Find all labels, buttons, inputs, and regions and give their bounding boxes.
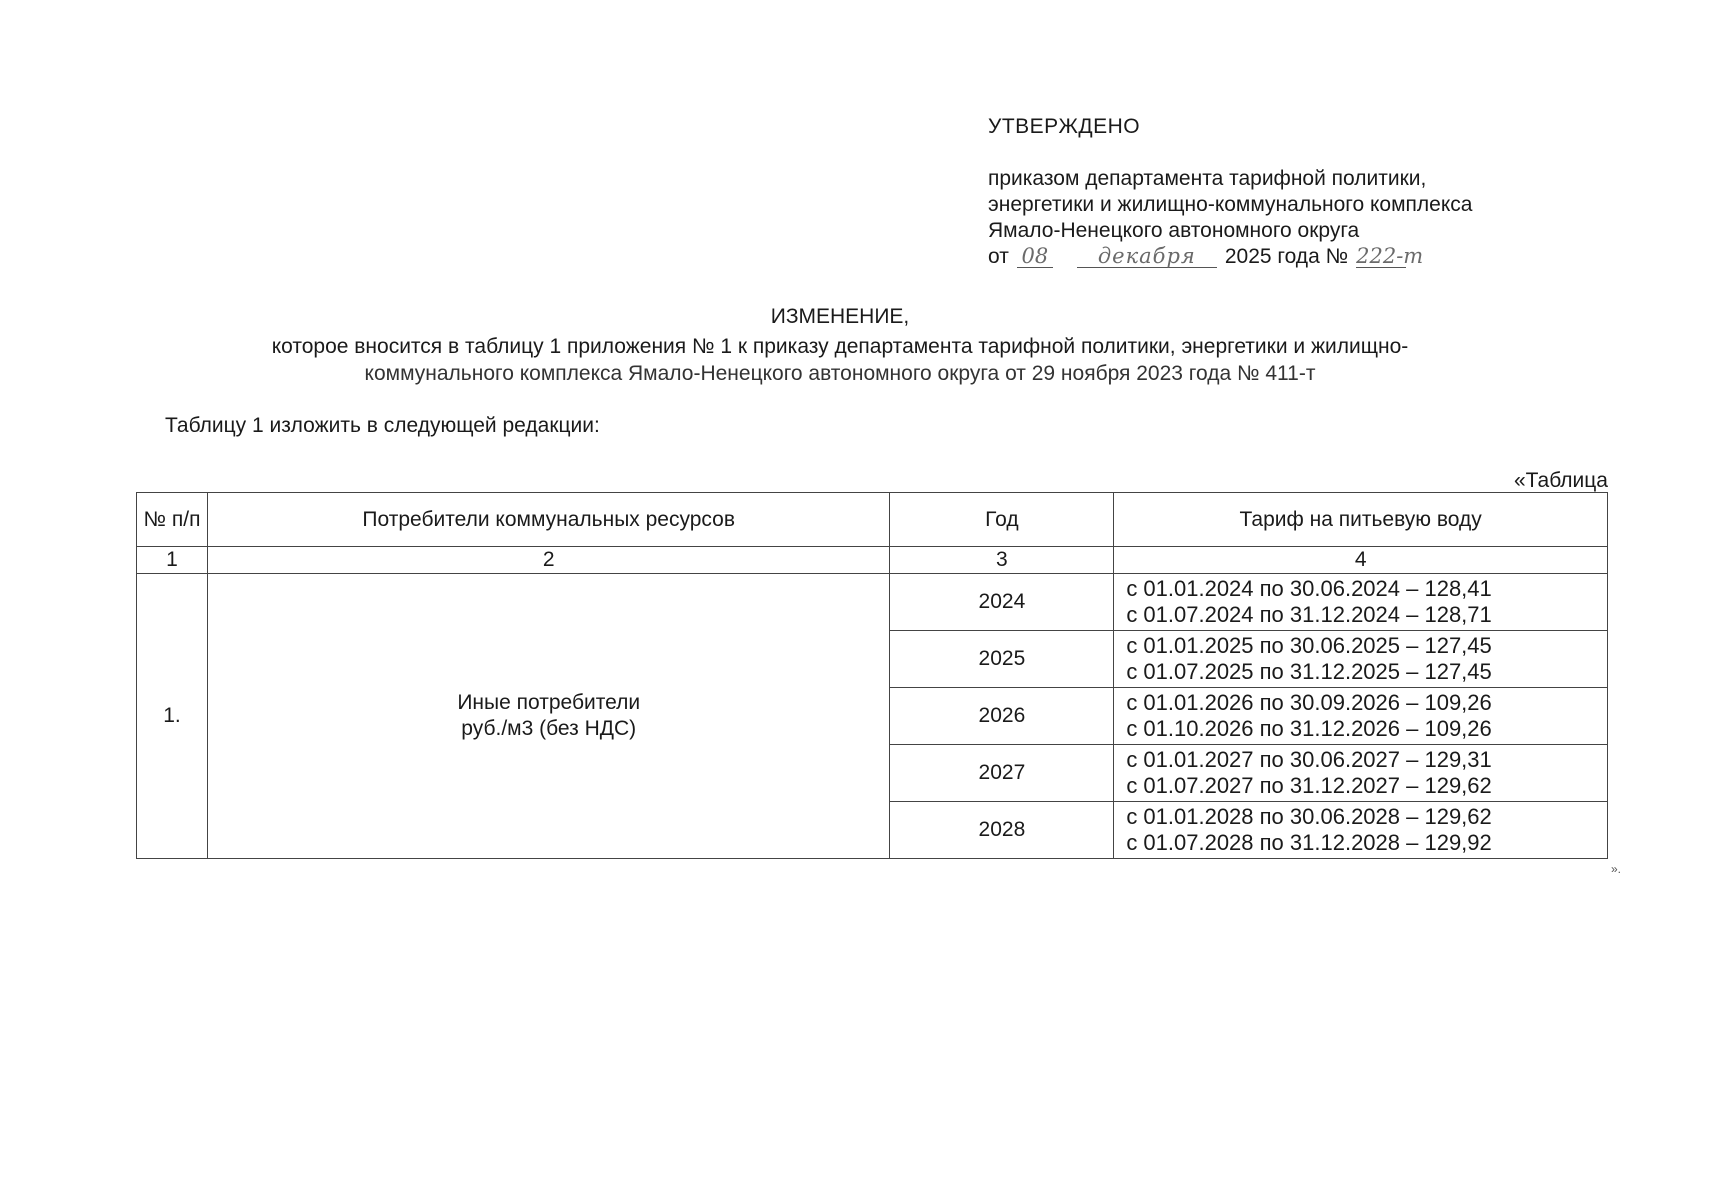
year-cell: 2027 [890, 745, 1114, 802]
tariff-cell [1114, 745, 1608, 802]
table-index-row [137, 547, 1608, 574]
index-cell: 3 [890, 547, 1114, 574]
date-prefix: от [988, 245, 1009, 268]
handwritten-day: 08 [1017, 245, 1053, 268]
handwritten-order-number: 222-т [1356, 244, 1424, 268]
consumer-cell [207, 574, 890, 859]
approval-line: приказом департамента тарифной политики, [988, 167, 1427, 190]
approval-stamp: УТВЕРЖДЕНО [988, 115, 1141, 138]
approval-block [988, 114, 1472, 270]
tariff-period: с 01.01.2028 по 30.06.2028 – 129,62 [1126, 804, 1492, 829]
table-row [137, 574, 1608, 631]
header-number: № п/п [137, 493, 208, 547]
tariff-period: с 01.07.2025 по 31.12.2025 – 127,45 [1126, 659, 1492, 684]
tariff-period: с 01.07.2028 по 31.12.2028 – 129,92 [1126, 830, 1492, 855]
table-caption: «Таблица [1513, 469, 1608, 492]
consumer-name: Иные потребители [457, 691, 641, 714]
tariff-period: с 01.07.2027 по 31.12.2027 – 129,62 [1126, 773, 1492, 798]
tariff-period: с 01.01.2024 по 30.06.2024 – 128,41 [1126, 576, 1492, 601]
consumer-unit: руб./м3 (без НДС) [461, 717, 637, 740]
tariff-cell [1114, 802, 1608, 859]
change-subtitle [170, 333, 1510, 387]
date-middle: 2025 года № [1224, 245, 1349, 268]
row-number: 1. [137, 574, 208, 859]
index-cell: 2 [207, 547, 890, 574]
year-cell: 2026 [890, 688, 1114, 745]
tariff-period: с 01.01.2025 по 30.06.2025 – 127,45 [1126, 633, 1492, 658]
tariff-period: с 01.07.2024 по 31.12.2024 – 128,71 [1126, 602, 1492, 627]
tariff-table [136, 492, 1608, 859]
header-year: Год [890, 493, 1114, 547]
tariff-period: с 01.01.2027 по 30.06.2027 – 129,31 [1126, 747, 1492, 772]
approval-line: Ямало-Ненецкого автономного округа [988, 219, 1360, 242]
change-title: ИЗМЕНЕНИЕ, [770, 305, 910, 328]
year-cell: 2025 [890, 631, 1114, 688]
change-subtitle-line: которое вносится в таблицу 1 приложения № 1 к приказу департамента тарифной политики, энергетики и жилищно- [271, 335, 1409, 358]
table-header-row [137, 493, 1608, 547]
header-consumers: Потребители коммунальных ресурсов [207, 493, 890, 547]
year-cell: 2028 [890, 802, 1114, 859]
index-cell: 1 [137, 547, 208, 574]
tariff-cell [1114, 631, 1608, 688]
index-cell: 4 [1114, 547, 1608, 574]
change-subtitle-line: коммунального комплекса Ямало-Ненецкого автономного округа от 29 ноября 2023 года № 411-т [364, 362, 1316, 385]
header-tariff: Тариф на питьевую воду [1114, 493, 1608, 547]
tariff-cell [1114, 574, 1608, 631]
approval-date-line [988, 244, 1472, 270]
tariff-period: с 01.10.2026 по 31.12.2026 – 109,26 [1126, 716, 1492, 741]
instruction-text: Таблицу 1 изложить в следующей редакции: [165, 414, 600, 437]
year-cell: 2024 [890, 574, 1114, 631]
closing-quote-mark: ». [1611, 862, 1622, 876]
tariff-cell [1114, 688, 1608, 745]
approval-line: энергетики и жилищно-коммунального комплекса [988, 193, 1473, 216]
handwritten-month: декабря [1077, 245, 1217, 268]
tariff-period: с 01.01.2026 по 30.09.2026 – 109,26 [1126, 690, 1492, 715]
